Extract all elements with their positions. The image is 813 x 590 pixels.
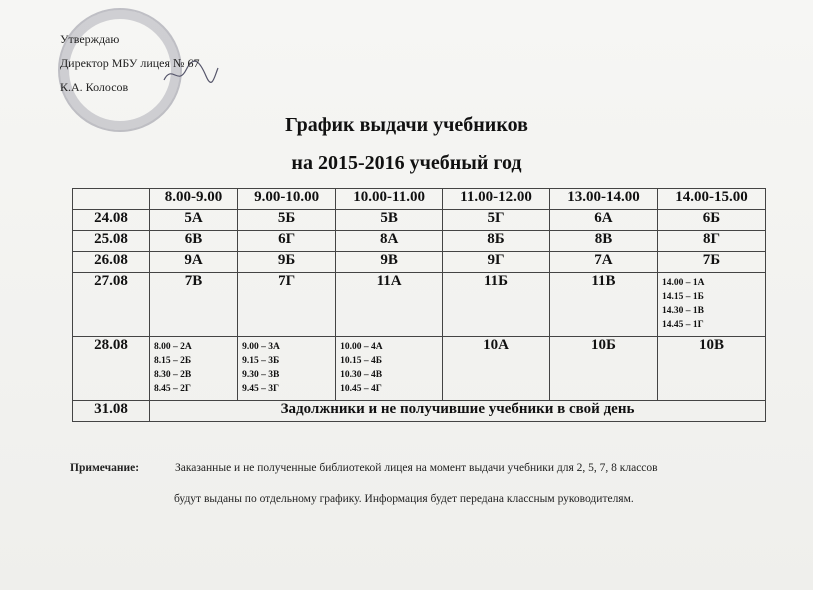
time-line: 9.45 – 3Г: [242, 384, 280, 394]
class-cell: 5А: [150, 210, 238, 231]
class-cell: 5Б: [238, 210, 336, 231]
day-cell: 28.08: [73, 337, 150, 401]
time-line: 8.15 – 2Б: [154, 356, 192, 366]
table-row: [73, 401, 766, 422]
spanning-note-cell: Задолжники и не получившие учебники в свой день: [150, 401, 766, 422]
header-cell: 13.00-14.00: [549, 189, 657, 210]
approval-block: [60, 30, 240, 102]
class-cell: 11А: [336, 273, 443, 337]
time-line: 10.15 – 4Б: [340, 356, 383, 366]
time-list-cell: [336, 337, 443, 401]
page-title: График выдачи учебников: [285, 114, 528, 136]
class-cell: 9Б: [238, 252, 336, 273]
time-list-cell: [238, 337, 336, 401]
note-text-line-2: будут выданы по отдельному графику. Информация будет передана классным руководителям.: [174, 493, 634, 505]
class-cell: 5Г: [443, 210, 550, 231]
time-line: 10.45 – 4Г: [340, 384, 382, 394]
approval-line-1: Утверждаю: [60, 32, 120, 46]
table-row: [73, 337, 766, 401]
time-list-cell: [150, 337, 238, 401]
time-line: 14.45 – 1Г: [661, 320, 704, 330]
header-cell: 14.00-15.00: [657, 189, 765, 210]
class-cell: 11Б: [443, 273, 550, 337]
class-cell: 8В: [549, 231, 657, 252]
note-text-line-1: Заказанные и не полученные библиотекой лицея на момент выдачи учебники для 2, 5, 7, 8 классов: [175, 462, 658, 474]
class-cell: 10Б: [549, 337, 657, 401]
header-cell: 8.00-9.00: [150, 189, 238, 210]
class-cell: 7Б: [657, 252, 765, 273]
day-cell: 24.08: [73, 210, 150, 231]
time-line: 9.15 – 3Б: [242, 356, 280, 366]
time-line: 14.15 – 1Б: [661, 292, 704, 302]
time-line: 10.30 – 4В: [340, 370, 383, 380]
time-line: 8.45 – 2Г: [154, 384, 191, 394]
time-line: 9.30 – 3В: [242, 370, 280, 380]
header-cell: 10.00-11.00: [336, 189, 443, 210]
header-cell: [73, 189, 150, 210]
note-label: Примечание:: [70, 462, 140, 474]
table-row: [73, 231, 766, 252]
class-cell: 8Г: [657, 231, 765, 252]
day-cell: 31.08: [73, 401, 150, 422]
time-line: 8.00 – 2А: [154, 342, 192, 352]
time-line: 14.00 – 1А: [661, 278, 705, 288]
class-cell: 6Г: [238, 231, 336, 252]
table-row: [73, 210, 766, 231]
time-list-cell: [657, 273, 765, 337]
class-cell: 10В: [657, 337, 765, 401]
schedule-table: [72, 188, 766, 422]
day-cell: 26.08: [73, 252, 150, 273]
class-cell: 8А: [336, 231, 443, 252]
class-cell: 9А: [150, 252, 238, 273]
class-cell: 11В: [549, 273, 657, 337]
class-cell: 5В: [336, 210, 443, 231]
class-cell: 10А: [443, 337, 550, 401]
class-cell: 9В: [336, 252, 443, 273]
table-row: [73, 252, 766, 273]
class-cell: 9Г: [443, 252, 550, 273]
page-subtitle: на 2015-2016 учебный год: [291, 152, 522, 174]
class-cell: 7В: [150, 273, 238, 337]
class-cell: 6Б: [657, 210, 765, 231]
header-cell: 9.00-10.00: [238, 189, 336, 210]
header-cell: 11.00-12.00: [443, 189, 550, 210]
approval-line-2: Директор МБУ лицея № 67: [60, 56, 200, 70]
day-cell: 27.08: [73, 273, 150, 337]
time-line: 10.00 – 4А: [340, 342, 383, 352]
class-cell: 7Г: [238, 273, 336, 337]
class-cell: 6А: [549, 210, 657, 231]
table-row: [73, 273, 766, 337]
table-header-row: [73, 189, 766, 210]
approval-line-3: К.А. Колосов: [60, 80, 129, 94]
class-cell: 8Б: [443, 231, 550, 252]
time-line: 14.30 – 1В: [661, 306, 704, 316]
class-cell: 6В: [150, 231, 238, 252]
day-cell: 25.08: [73, 231, 150, 252]
time-line: 8.30 – 2В: [154, 370, 192, 380]
time-line: 9.00 – 3А: [242, 342, 280, 352]
class-cell: 7А: [549, 252, 657, 273]
